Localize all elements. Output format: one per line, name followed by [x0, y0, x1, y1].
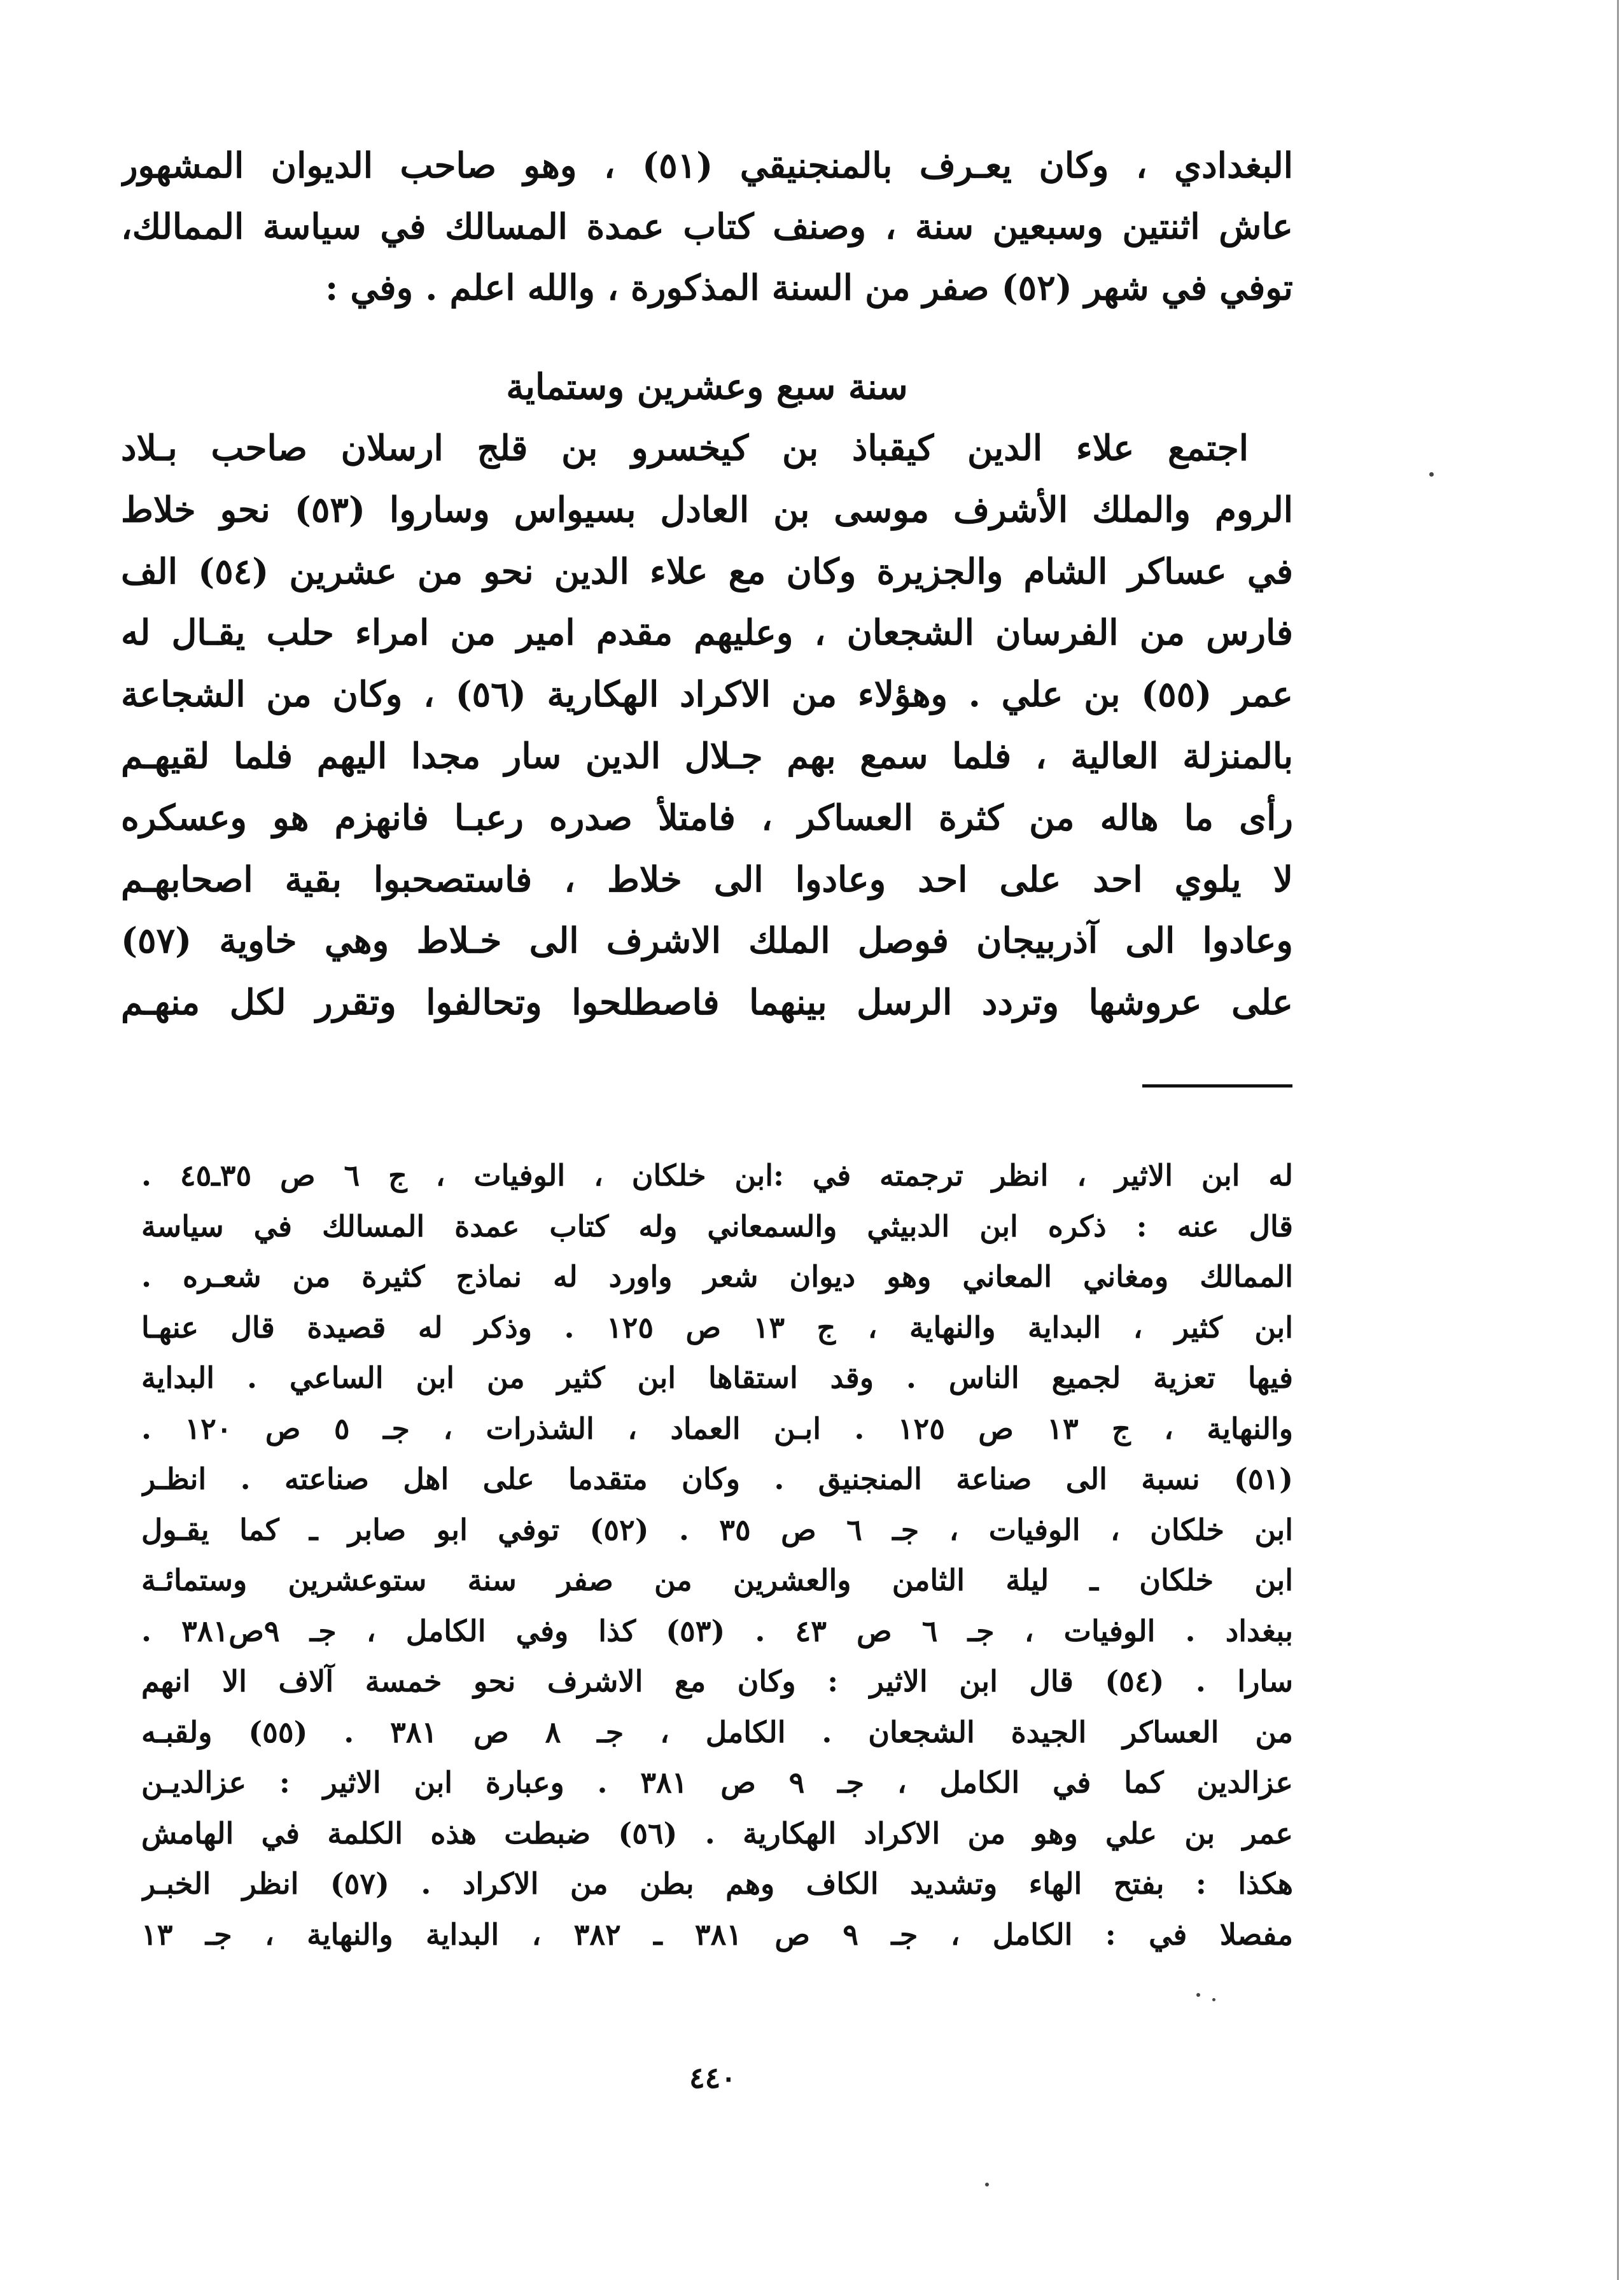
- footnote-line: ابن خلكان ، الوفيات ، جـ ٦ ص ٣٥ . (٥٢) توفي ابو صابر ـ كما يقـول: [141, 1512, 1293, 1547]
- text-line: فارس من الفرسان الشجعان ، وعليهم مقدم امير من امراء حلب يقـال له: [121, 612, 1293, 654]
- section-heading: سنة سبع وعشرين وستماية: [506, 366, 908, 408]
- text-line: على عروشها وتردد الرسل بينهما فاصطلحوا وتحالفوا وتقرر لكل منهـم: [121, 981, 1293, 1023]
- footnote-line: ابن كثير ، البداية والنهاية ، ج ١٣ ص ١٢٥ . وذكر له قصيدة قال عنهـا: [141, 1310, 1293, 1345]
- footnote-line: عزالدين كما في الكامل ، جـ ٩ ص ٣٨١ . وعبارة ابن الاثير : عزالديـن: [141, 1765, 1293, 1800]
- footnote-line: من العساكر الجيدة الشجعان . الكامل ، جـ ٨ ص ٣٨١ . (٥٥) ولقبـه: [141, 1714, 1293, 1749]
- footnote-line: الممالك ومغاني المعاني وهو ديوان شعر واورد له نماذج كثيرة من شعـره .: [141, 1259, 1293, 1294]
- scan-speck: [1212, 1998, 1215, 2001]
- footnote-line: هكذا : بفتح الهاء وتشديد الكاف وهم بطن من الاكراد . (٥٧) انظر الخبـر: [141, 1866, 1293, 1901]
- page-edge: [1617, 0, 1619, 2280]
- body-paragraph: [121, 417, 1293, 1033]
- text-line: لا يلوي احد على احد وعادوا الى خلاط ، فاستصحبوا بقية اصحابهـم: [121, 858, 1293, 900]
- text-line: عاش اثنتين وسبعين سنة ، وصنف كتاب عمدة المسالك في سياسة الممالك،: [121, 206, 1293, 247]
- footnote-line: قال عنه : ذكره ابن الدبيثي والسمعاني وله كتاب عمدة المسالك في سياسة: [141, 1208, 1293, 1243]
- footnote-line: عمر بن علي وهو من الاكراد الهكارية . (٥٦) ضبطت هذه الكلمة في الهامش: [141, 1815, 1293, 1850]
- scan-speck: [1196, 1993, 1200, 1997]
- text-line: بالمنزلة العالية ، فلما سمع بهم جـلال الدين سار مجدا اليهم فلما لقيهـم: [121, 734, 1293, 776]
- page-number: ٤٤٠: [689, 2060, 737, 2095]
- footnote-line: مفصلا في : الكامل ، جـ ٩ ص ٣٨١ ـ ٣٨٢ ، البداية والنهاية ، جـ ١٣: [141, 1917, 1293, 1952]
- footnote-separator: [1142, 1084, 1292, 1088]
- footnote-line: له ابن الاثير ، انظر ترجمته في :ابن خلكان ، الوفيات ، ج ٦ ص ٣٥ـ٤٥ .: [141, 1158, 1293, 1192]
- text-line: اجتمع علاء الدين كيقباذ بن كيخسرو بن قلج ارسلان صاحب بـلاد: [121, 427, 1249, 468]
- text-line: في عساكر الشام والجزيرة وكان مع علاء الدين نحو من عشرين (٥٤) الف: [121, 550, 1293, 592]
- scan-speck: [985, 2183, 989, 2186]
- text-line: رأى ما هاله من كثرة العساكر ، فامتلأ صدره رعبـا فانهزم هو وعسكره: [121, 796, 1293, 838]
- footnote-line: ببغداد . الوفيات ، جـ ٦ ص ٤٣ . (٥٣) كذا وفي الكامل ، جـ ٩ص٣٨١ .: [141, 1613, 1293, 1648]
- footnote-line: والنهاية ، ج ١٣ ص ١٢٥ . ابـن العماد ، الشذرات ، جـ ٥ ص ١٢٠ .: [141, 1411, 1293, 1446]
- footnote-line: (٥١) نسبة الى صناعة المنجنيق . وكان متقدما على اهل صناعته . انظـر: [141, 1462, 1293, 1496]
- scan-speck: [1429, 472, 1434, 477]
- text-line: عمر (٥٥) بن علي . وهؤلاء من الاكراد الهكارية (٥٦) ، وكان من الشجاعة: [121, 673, 1293, 715]
- text-line: البغدادي ، وكان يعـرف بالمنجنيقي (٥١) ، وهو صاحب الديوان المشهور: [121, 144, 1293, 186]
- footnote-line: ابن خلكان ـ ليلة الثامن والعشرين من صفر سنة ستوعشرين وستمائـة: [141, 1563, 1293, 1597]
- footnote-line: سارا . (٥٤) قال ابن الاثير : وكان مع الاشرف نحو خمسة آلاف الا انهم: [141, 1664, 1293, 1698]
- text-line: توفي في شهر (٥٢) صفر من السنة المذكورة ، والله اعلم . وفي :: [325, 267, 1293, 308]
- text-line: الروم والملك الأشرف موسى بن العادل بسيواس وساروا (٥٣) نحو خلاط: [121, 488, 1293, 530]
- text-line: وعادوا الى آذربيجان فوصل الملك الاشرف الى خـلاط وهي خاوية (٥٧): [121, 920, 1293, 962]
- footnotes: [141, 1150, 1293, 1960]
- top-paragraph: [121, 135, 1293, 318]
- footnote-line: فيها تعزية لجميع الناس . وقد استقاها ابن كثير من ابن الساعي . البداية: [141, 1360, 1293, 1395]
